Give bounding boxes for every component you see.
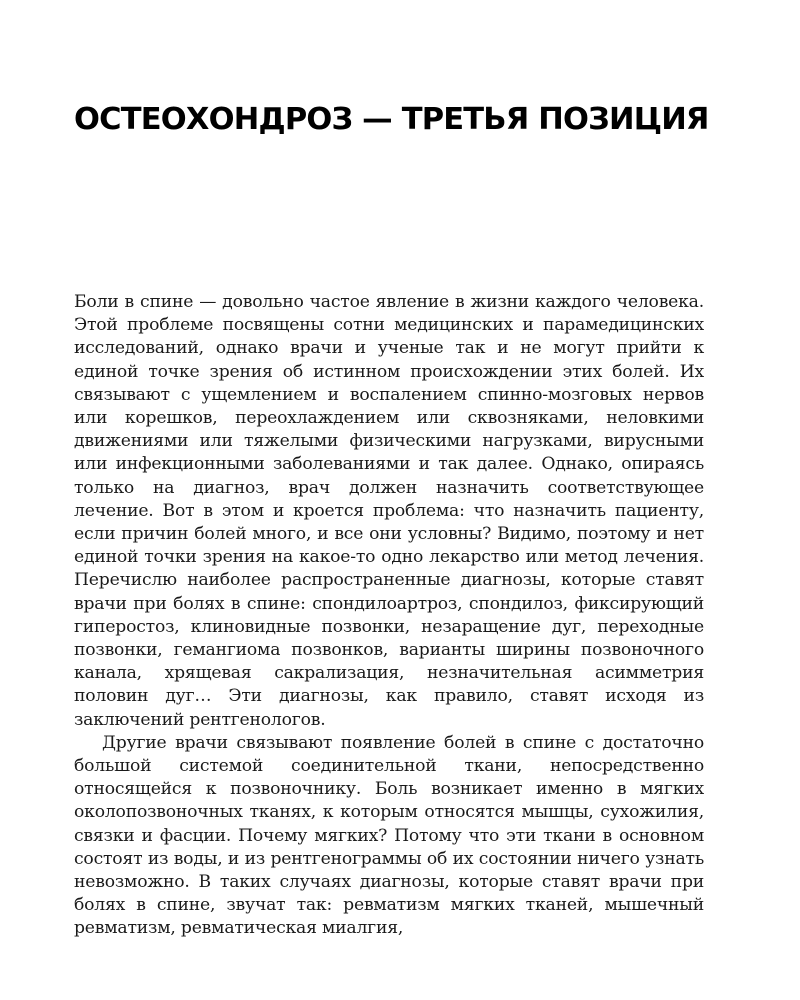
body-text (74, 291, 704, 941)
paragraph: Другие врачи связывают появление болей в спине с достаточно большой системой соединительной ткани, непосредственно относящейся к позвоночнику. Боль возникает именно в мягких околопозвоночных тканях, к которым относятся мышцы, сухожилия, связки и фасции. Почему мягких? Потому что эти ткани в основном состоят из воды, и из рентгенограммы об их состоянии ничего узнать невозможно. В таких случаях диагнозы, которые ставят врачи при болях в спине, звучат так: ревматизм мягких тканей, мышечный ревматизм, ревматическая миалгия, (74, 732, 704, 939)
paragraph: Боли в спине — довольно частое явление в жизни каждого человека. Этой проблеме посвящены сотни медицинских и парамедицинских исследований, однако врачи и ученые так и не могут прийти к единой точке зрения об истинном происхождении этих болей. Их связывают с ущемлением и воспалением спинно-мозговых нервов или корешков, переохлаждением или сквозняками, неловкими движениями или тяжелыми физическими нагрузками, вирусными или инфекционными заболеваниями и так далее. Однако, опираясь только на диагноз, врач должен назначить соответствующее лечение. Вот в этом и кроется проблема: что назначить пациенту, если причин болей много, и все они условны? Видимо, поэтому и нет единой точки зрения на какое-то одно лекарство или метод лечения. Перечислю наиболее распространенные диагнозы, которые ставят врачи при болях в спине: спондилоартроз, спондилоз, фиксирующий гиперостоз, клиновидные позвонки, незаращение дуг, переходные позвонки, гемангиома позвонков, варианты ширины позвоночного канала, хрящевая сакрализация, незначительная асимметрия половин дуг… Эти диагнозы, как правило, ставят исходя из заключений рентгенологов. (74, 292, 704, 730)
chapter-title: ОСТЕОХОНДРОЗ — ТРЕТЬЯ ПОЗИЦИЯ (74, 102, 709, 137)
